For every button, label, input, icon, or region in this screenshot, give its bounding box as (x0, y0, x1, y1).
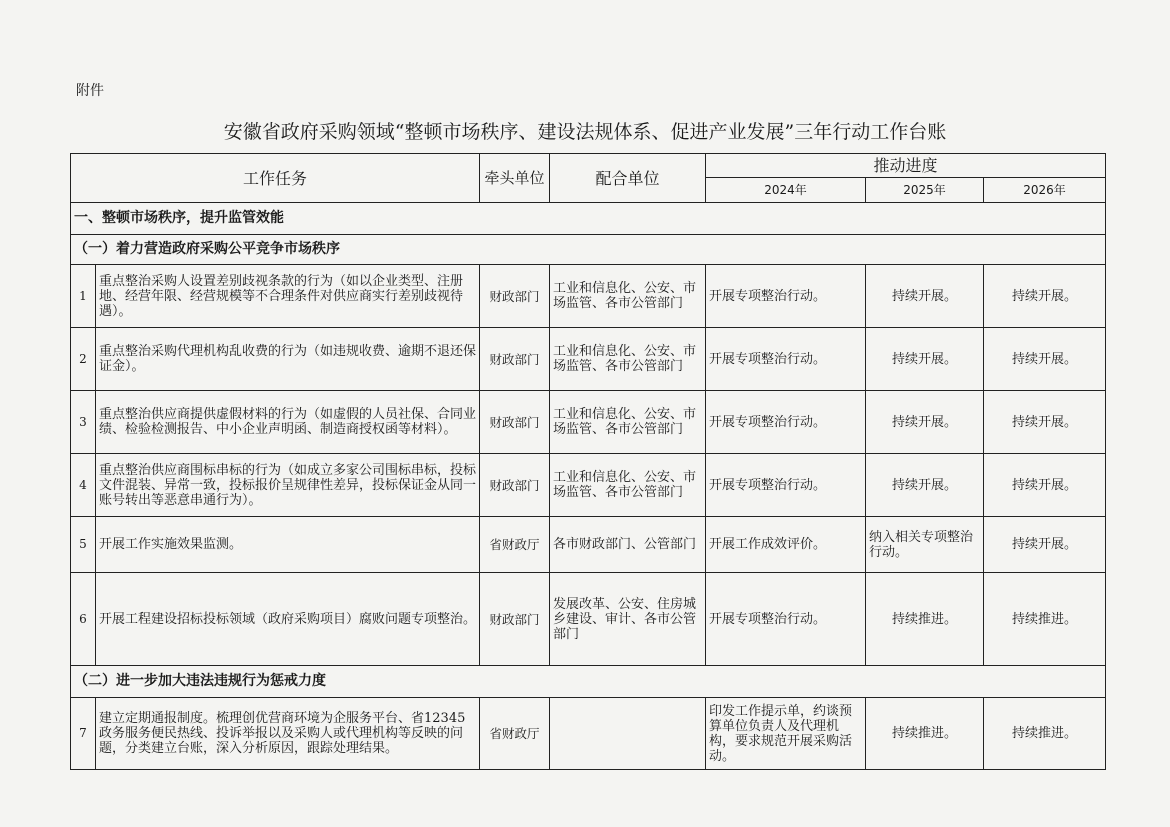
row-2024: 开展专项整治行动。 (706, 454, 866, 517)
row-lead: 省财政厅 (480, 517, 550, 573)
row-lead: 财政部门 (480, 454, 550, 517)
table-row (71, 698, 1106, 770)
row-number: 7 (71, 698, 96, 770)
row-task: 开展工程建设招标投标领域（政府采购项目）腐败问题专项整治。 (96, 573, 480, 666)
row-2026: 持续开展。 (984, 454, 1106, 517)
header-coop: 配合单位 (550, 154, 706, 203)
row-number: 4 (71, 454, 96, 517)
row-coop: 各市财政部门、公管部门 (550, 517, 706, 573)
row-2026: 持续推进。 (984, 698, 1106, 770)
row-2025: 持续推进。 (866, 698, 984, 770)
row-task: 重点整治供应商提供虚假材料的行为（如虚假的人员社保、合同业绩、检验检测报告、中小企业声明函、制造商授权函等材料）。 (96, 391, 480, 454)
header-year-2024: 2024年 (706, 178, 866, 203)
row-coop: 工业和信息化、公安、市场监管、各市公管部门 (550, 454, 706, 517)
table-row (71, 265, 1106, 328)
row-2025: 持续开展。 (866, 454, 984, 517)
row-2025: 持续推进。 (866, 573, 984, 666)
row-2024: 开展工作成效评价。 (706, 517, 866, 573)
row-2024: 开展专项整治行动。 (706, 573, 866, 666)
row-lead: 财政部门 (480, 391, 550, 454)
header-year-2025: 2025年 (866, 178, 984, 203)
table-row (71, 573, 1106, 666)
header-lead: 牵头单位 (480, 154, 550, 203)
header-task: 工作任务 (71, 154, 480, 203)
row-2025: 纳入相关专项整治行动。 (866, 517, 984, 573)
header-row-1 (71, 154, 1106, 178)
row-task: 重点整治采购代理机构乱收费的行为（如违规收费、逾期不退还保证金）。 (96, 328, 480, 391)
row-task: 开展工作实施效果监测。 (96, 517, 480, 573)
row-task: 重点整治供应商围标串标的行为（如成立多家公司围标串标，投标文件混装、异常一致，投标报价呈规律性差异，投标保证金从同一账号转出等恶意串通行为）。 (96, 454, 480, 517)
row-2026: 持续推进。 (984, 573, 1106, 666)
section-heading: 一、整顿市场秩序，提升监管效能 (71, 203, 1106, 235)
header-progress: 推动进度 (706, 154, 1106, 178)
attachment-label: 附件 (76, 83, 104, 99)
row-lead: 财政部门 (480, 328, 550, 391)
table-row (71, 454, 1106, 517)
subsection-row (71, 666, 1106, 698)
row-task: 重点整治采购人设置差别歧视条款的行为（如以企业类型、注册地、经营年限、经营规模等不合理条件对供应商实行差别歧视待遇）。 (96, 265, 480, 328)
row-coop: 发展改革、公安、住房城乡建设、审计、各市公管部门 (550, 573, 706, 666)
row-2024: 开展专项整治行动。 (706, 328, 866, 391)
row-coop: 工业和信息化、公安、市场监管、各市公管部门 (550, 328, 706, 391)
row-coop (550, 698, 706, 770)
row-coop: 工业和信息化、公安、市场监管、各市公管部门 (550, 265, 706, 328)
row-2025: 持续开展。 (866, 265, 984, 328)
row-2026: 持续开展。 (984, 328, 1106, 391)
row-number: 2 (71, 328, 96, 391)
table-row (71, 328, 1106, 391)
row-task: 建立定期通报制度。梳理创优营商环境为企服务平台、省12345政务服务便民热线、投诉举报以及采购人或代理机构等反映的问题，分类建立台账，深入分析原因，跟踪处理结果。 (96, 698, 480, 770)
row-2026: 持续开展。 (984, 391, 1106, 454)
row-coop: 工业和信息化、公安、市场监管、各市公管部门 (550, 391, 706, 454)
row-2026: 持续开展。 (984, 265, 1106, 328)
row-2025: 持续开展。 (866, 391, 984, 454)
row-number: 3 (71, 391, 96, 454)
row-number: 5 (71, 517, 96, 573)
subsection-heading: （一）着力营造政府采购公平竞争市场秩序 (71, 235, 1106, 265)
row-number: 1 (71, 265, 96, 328)
row-2026: 持续开展。 (984, 517, 1106, 573)
row-2024: 开展专项整治行动。 (706, 391, 866, 454)
table-row (71, 517, 1106, 573)
work-ledger-table (70, 153, 1106, 770)
subsection-row (71, 235, 1106, 265)
row-number: 6 (71, 573, 96, 666)
section-row (71, 203, 1106, 235)
header-year-2026: 2026年 (984, 178, 1106, 203)
row-2024: 开展专项整治行动。 (706, 265, 866, 328)
row-lead: 省财政厅 (480, 698, 550, 770)
subsection-heading: （二）进一步加大违法违规行为惩戒力度 (71, 666, 1106, 698)
row-lead: 财政部门 (480, 573, 550, 666)
document-title: 安徽省政府采购领域“整顿市场秩序、建设法规体系、促进产业发展”三年行动工作台账 (223, 121, 947, 143)
row-2024: 印发工作提示单，约谈预算单位负责人及代理机构，要求规范开展采购活动。 (706, 698, 866, 770)
row-lead: 财政部门 (480, 265, 550, 328)
row-2025: 持续开展。 (866, 328, 984, 391)
table-row (71, 391, 1106, 454)
